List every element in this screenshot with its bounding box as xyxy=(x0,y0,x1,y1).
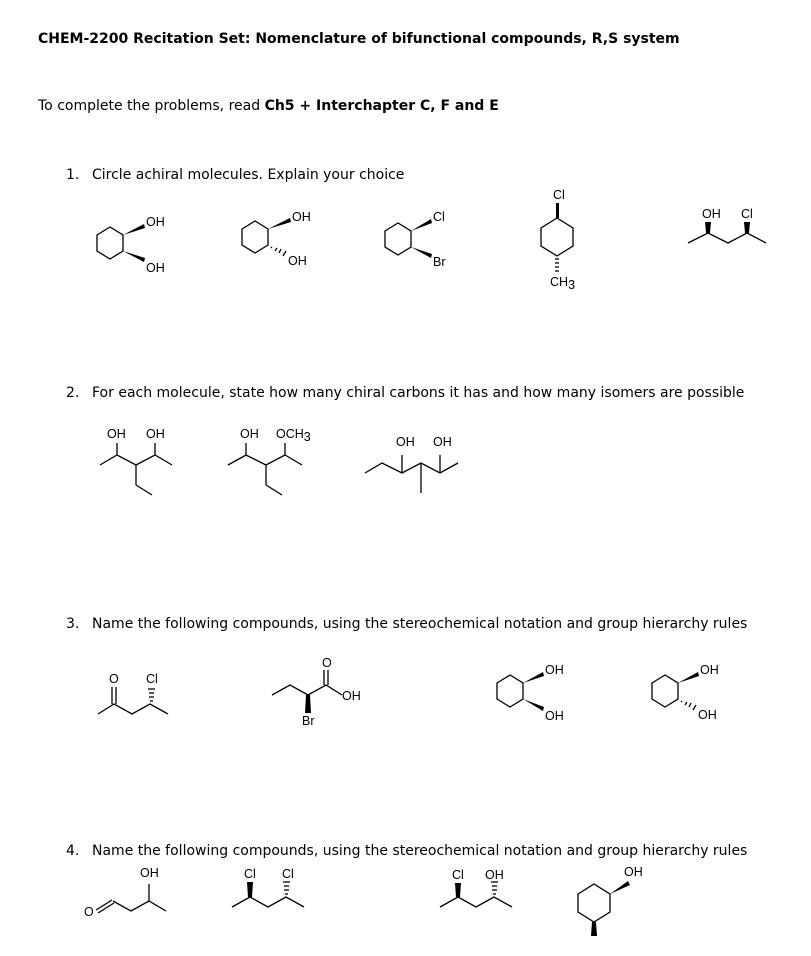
q4b-cl-1: Cl xyxy=(244,867,256,881)
q1c-br-label: Br xyxy=(433,255,446,269)
q2b-och3-label xyxy=(276,427,311,444)
molecule-q1-d-chloro-methyl xyxy=(541,188,575,292)
q3b-o-label: O xyxy=(322,656,332,670)
q2b-subscript-3: 3 xyxy=(303,430,311,444)
q3a-o-label: O xyxy=(109,672,119,686)
q4a-o-label: O xyxy=(84,905,94,919)
q4a-oh-label: OH xyxy=(140,866,159,880)
q4b-cl-2: Cl xyxy=(282,867,294,881)
q1d-ch-text: CH xyxy=(550,275,569,289)
q3c-oh-top: OH xyxy=(545,663,564,677)
question-4-text: Name the following compounds, using the stereochemical notation and group hierarchy rules xyxy=(92,843,748,859)
molecule-q3-d-trans-diol xyxy=(652,663,719,722)
q1b-oh-top: OH xyxy=(292,210,311,224)
page-title: CHEM-2200 Recitation Set: Nomenclature of bifunctional compounds, R,S system xyxy=(38,31,680,47)
q1c-cl-label: Cl xyxy=(433,210,445,224)
reading-prefix: To complete the problems, read xyxy=(38,98,265,114)
question-1-text: Circle achiral molecules. Explain your choice xyxy=(92,167,405,183)
q2c-oh-1: OH xyxy=(396,435,415,449)
q3d-oh-top: OH xyxy=(700,663,719,677)
molecule-q4-a-hydroxy-aldehyde xyxy=(84,866,166,919)
question-1-number: 1. xyxy=(66,167,80,183)
q2b-och-text: OCH xyxy=(276,427,304,441)
molecule-q3-a-chloro-ketone xyxy=(98,672,168,714)
q4c-oh-label: OH xyxy=(485,868,504,882)
question-2-number: 2. xyxy=(66,385,80,401)
question-3-text: Name the following compounds, using the stereochemical notation and group hierarchy rules xyxy=(92,616,748,632)
q1a-oh-bottom: OH xyxy=(146,261,165,275)
q2a-oh-2: OH xyxy=(146,427,165,441)
q2b-oh-label: OH xyxy=(240,427,259,441)
reading-chapters: Ch5 + Interchapter C, F and E xyxy=(264,98,499,114)
molecule-q3-b-bromo-acid xyxy=(272,656,361,728)
q3b-oh-label: OH xyxy=(342,689,361,703)
molecule-q2-b-methoxy-alcohol xyxy=(228,427,311,495)
q3d-oh-bottom: OH xyxy=(698,708,717,722)
question-2-text: For each molecule, state how many chiral carbons it has and how many isomers are possible xyxy=(92,385,745,401)
molecule-q1-c-chloro-bromo xyxy=(385,210,446,269)
question-4-number: 4. xyxy=(66,843,80,859)
q1d-ch-label xyxy=(550,275,575,292)
q2a-oh-1: OH xyxy=(107,427,126,441)
molecule-q3-c-cis-diol xyxy=(497,663,564,723)
q3a-cl-label: Cl xyxy=(146,672,158,686)
q3c-oh-bottom: OH xyxy=(545,709,564,723)
q4d-oh-label: OH xyxy=(624,865,643,879)
q2c-oh-2: OH xyxy=(433,435,452,449)
q1d-cl-label: Cl xyxy=(553,188,565,202)
q1b-oh-bottom: OH xyxy=(288,254,307,268)
molecule-q4-c-chloro-alcohol xyxy=(440,868,512,907)
molecule-q4-b-dichloro xyxy=(232,867,304,907)
q1e-cl-label: Cl xyxy=(741,207,753,221)
molecule-q4-d-methyl-cyclohexanol xyxy=(578,865,643,936)
molecule-q2-c-diol-methyl xyxy=(365,435,458,493)
molecule-q1-b-trans-diol xyxy=(242,210,311,268)
question-3-number: 3. xyxy=(66,616,80,632)
molecule-q2-a-diol-ethyl xyxy=(100,427,172,495)
q4c-cl-label: Cl xyxy=(452,868,464,882)
molecule-q1-a-cis-diol xyxy=(97,215,165,275)
molecule-q1-e-chloro-alcohol-chain xyxy=(688,207,766,243)
q3b-br-label: Br xyxy=(302,714,315,728)
q1d-subscript-3: 3 xyxy=(568,278,576,292)
q1a-oh-top: OH xyxy=(146,215,165,229)
q1e-oh-label: OH xyxy=(702,207,721,221)
